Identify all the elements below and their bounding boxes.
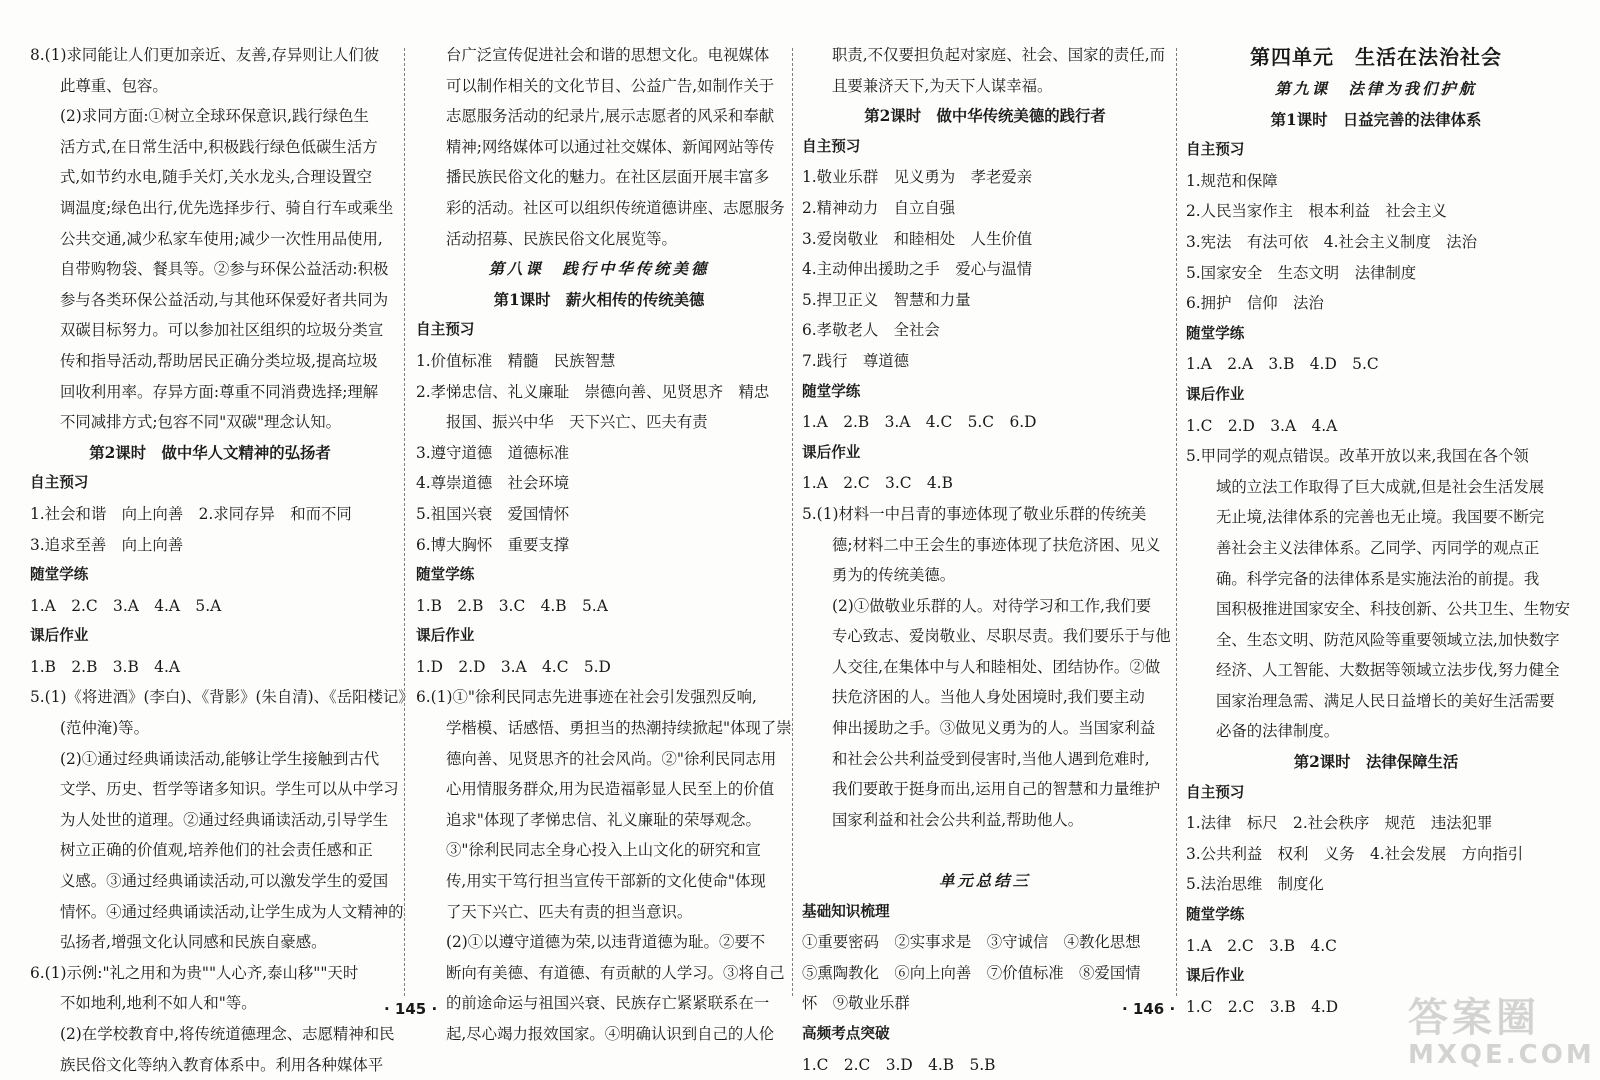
text-line: 的前途命运与祖国兴衰、民族存亡紧紧联系在一 [446, 994, 770, 1013]
text-line: 扶危济困的人。当他人身处困境时,我们要主动 [832, 688, 1145, 707]
section-heading: 随堂学练 [802, 382, 861, 400]
text-line: ⑤熏陶教化 ⑥向上向善 ⑦价值标准 ⑧爱国情 [802, 963, 1141, 982]
text-line [802, 835, 1168, 866]
text-line: 此尊重、包容。 [60, 76, 168, 95]
text-line: 传,用实干笃行担当宣传干部新的文化使命"体现 [446, 872, 766, 891]
text-line: 5.(1)《将进酒》(李白)、《背影》(朱自清)、《岳阳楼记》 [30, 688, 414, 707]
text-line: (范仲淹)等。 [60, 719, 149, 738]
text-line: 学楷模、话感悟、勇担当的热潮持续掀起"体现了崇 [446, 719, 792, 738]
text-line: 职责,不仅要担负起对家庭、社会、国家的责任,而 [832, 46, 1165, 64]
section-title: 第2课时 法律保障生活 [1293, 753, 1459, 772]
text-line: 2.人民当家作主 根本利益 社会主义 [1186, 202, 1447, 221]
text-line: 1.敬业乐群 见义勇为 孝老爱亲 [802, 168, 1033, 187]
text-line: (2)①以遵守道德为荣,以违背道德为耻。②要不 [446, 933, 766, 952]
section-heading: 随堂学练 [1186, 324, 1245, 342]
text-line: 情怀。④通过经典诵读活动,让学生成为人文精神的 [60, 902, 404, 921]
text-line: 播民族民俗文化的魅力。在社区层面开展丰富多 [446, 168, 770, 187]
text-line: 断向有美德、有道德、有贡献的人学习。③将自己 [446, 963, 785, 982]
text-line: 文学、历史、哲学等诸多知识。学生可以从中学习 [60, 780, 399, 799]
text-line: 1.D 2.D 3.A 4.C 5.D [416, 657, 611, 676]
section-title: 单元总结三 [939, 872, 1031, 891]
text-line: 精神;网络媒体可以通过社交媒体、新闻网站等传 [446, 137, 775, 156]
text-line: 了天下兴亡、匹夫有责的担当意识。 [446, 902, 693, 921]
text-line: 5.甲同学的观点错误。改革开放以来,我国在各个领 [1186, 447, 1529, 466]
text-line: 不如地利,地利不如人和"等。 [60, 994, 257, 1013]
text-line: 1.价值标准 精髓 民族智慧 [416, 351, 616, 370]
text-line: 为人处世的道理。②通过经典诵读活动,引导学生 [60, 810, 389, 829]
section-title: 第四单元 生活在法治社会 [1250, 45, 1502, 69]
text-line: 善社会主义法律体系。乙同学、丙同学的观点正 [1216, 538, 1540, 557]
section-heading: 随堂学练 [416, 566, 475, 584]
text-line: 怀 ⑨敬业乐群 [802, 994, 910, 1013]
text-line: 1.B 2.B 3.C 4.B 5.A [416, 596, 608, 615]
section-heading: 课后作业 [1186, 967, 1245, 985]
text-line: 全、生态文明、防范风险等重要领域立法,加快数字 [1216, 630, 1560, 649]
text-line: 2.精神动力 自立自强 [802, 198, 956, 217]
text-line: 且要兼济天下,为天下人谋幸福。 [832, 76, 1053, 95]
text-line: 和社会公共利益受到侵害时,当他人遇到危难时, [832, 749, 1150, 768]
section-heading: 自主预习 [802, 137, 861, 155]
text-line: (2)①做敬业乐群的人。对待学习和工作,我们要 [832, 596, 1152, 615]
text-line: 1.A 2.C 3.A 4.A 5.A [30, 596, 222, 615]
column-divider [1176, 48, 1177, 996]
page-number-right: · 146 · [1122, 1000, 1176, 1018]
section-title: 第2课时 做中华人文精神的弘扬者 [89, 443, 331, 462]
text-line: 德向善、见贤思齐的社会风尚。②"徐利民同志用 [446, 749, 777, 768]
column-4 [1186, 40, 1570, 1016]
text-line: 人交往,在集体中与人和睦相处、团结协作。②做 [832, 657, 1161, 676]
text-line: 确。科学完备的法律体系是实施法治的前提。我 [1216, 569, 1540, 588]
section-heading: 自主预习 [416, 321, 475, 339]
text-line: 国积极推进国家安全、科技创新、公共卫生、生物安 [1216, 600, 1570, 619]
text-line: 5.捍卫正义 智慧和力量 [802, 290, 971, 309]
text-line: 国家治理急需、满足人民日益增长的美好生活需要 [1216, 691, 1555, 710]
text-line: 报国、振兴中华 天下兴亡、匹夫有责 [446, 413, 708, 432]
section-title: 第2课时 做中华传统美德的践行者 [864, 107, 1106, 126]
text-line: 3.宪法 有法可依 4.社会主义制度 法治 [1186, 232, 1478, 251]
text-line: (2)在学校教育中,将传统道德理念、志愿精神和民 [60, 1025, 395, 1043]
section-heading: 高频考点突破 [802, 1025, 890, 1042]
section-title: 第1课时 日益完善的法律体系 [1270, 110, 1482, 129]
section-heading: 课后作业 [1186, 385, 1245, 403]
text-line: 调温度;绿色出行,优先选择步行、骑自行车或乘坐 [60, 198, 394, 217]
text-line: 1.社会和谐 向上向善 2.求同存异 和而不同 [30, 504, 352, 523]
text-line: 3.追求至善 向上向善 [30, 535, 184, 554]
text-line: 双碳目标努力。可以参加社区组织的垃圾分类宣 [60, 321, 384, 340]
text-line: 1.A 2.C 3.C 4.B [802, 474, 953, 493]
text-line: 活方式,在日常生活中,积极践行绿色低碳生活方 [60, 137, 378, 156]
text-line: 1.A 2.B 3.A 4.C 5.C 6.D [802, 413, 1037, 432]
text-line: 4.主动伸出援助之手 爱心与温情 [802, 260, 1033, 279]
text-line: 1.A 2.C 3.B 4.C [1186, 936, 1337, 955]
text-line: 心用情服务群众,用为民造福彰显人民至上的价值 [446, 780, 775, 799]
column-divider [792, 48, 793, 996]
text-line: 1.规范和保障 [1186, 171, 1278, 190]
section-heading: 随堂学练 [1186, 906, 1245, 924]
text-line: 式,如节约水电,随手关灯,关水龙头,合理设置空 [60, 168, 372, 187]
text-line: 参与各类环保公益活动,与其他环保爱好者共同为 [60, 290, 389, 309]
text-line: 1.B 2.B 3.B 4.A [30, 657, 180, 676]
section-heading: 自主预习 [1186, 141, 1245, 159]
text-line: 8.(1)求同能让人们更加亲近、友善,存异则让人们彼 [30, 46, 380, 64]
text-line: 自带购物袋、餐具等。②参与环保公益活动:积极 [60, 260, 389, 279]
text-line: 6.孝敬老人 全社会 [802, 321, 940, 340]
text-line: 伸出援助之手。③做见义勇为的人。当国家利益 [832, 719, 1156, 738]
text-line: ①重要密码 ②实事求是 ③守诚信 ④教化思想 [802, 933, 1141, 952]
text-line: 6.拥护 信仰 法治 [1186, 294, 1324, 313]
text-line: 1.C 2.C 3.D 4.B 5.B [802, 1055, 996, 1074]
text-line: 域的立法工作取得了巨大成就,但是社会生活发展 [1216, 477, 1545, 496]
text-line: 传和指导活动,帮助居民正确分类垃圾,提高垃圾 [60, 351, 378, 370]
section-heading: 课后作业 [30, 627, 89, 645]
text-line: 可以制作相关的文化节目、公益广告,如制作关于 [446, 76, 775, 95]
column-2 [416, 40, 792, 1043]
text-line: 树立正确的价值观,培养他们的社会责任感和正 [60, 841, 373, 860]
text-line: 必备的法律制度。 [1216, 722, 1340, 741]
text-line: 5.祖国兴衰 爱国情怀 [416, 504, 570, 523]
section-heading: 自主预习 [1186, 783, 1245, 801]
text-line: 5.法治思维 制度化 [1186, 875, 1324, 894]
text-line: 6.博大胸怀 重要支撑 [416, 535, 570, 554]
text-line: 追求"体现了孝悌忠信、礼义廉耻的荣辱观念。 [446, 810, 761, 829]
text-line: 6.(1)①"徐利民同志先进事迹在社会引发强烈反响, [416, 688, 757, 707]
text-line: 族民俗文化等纳入教育体系中。利用各种媒体平 [60, 1055, 384, 1074]
section-heading: 随堂学练 [30, 566, 89, 584]
text-line: 不同减排方式;包容不同"双碳"理念认知。 [60, 413, 341, 432]
text-line: 1.法律 标尺 2.社会秩序 规范 违法犯罪 [1186, 814, 1493, 833]
text-line: 勇为的传统美德。 [832, 566, 956, 585]
text-line: 1.C 2.C 3.B 4.D [1186, 997, 1339, 1016]
text-line: 1.A 2.A 3.B 4.D 5.C [1186, 355, 1379, 374]
text-line: 2.孝悌忠信、礼义廉耻 崇德向善、见贤思齐 精忠 [416, 382, 770, 401]
text-line: 活动招募、民族民俗文化展览等。 [446, 229, 677, 248]
section-heading: 课后作业 [416, 627, 475, 645]
text-line: 弘扬者,增强文化认同感和民族自豪感。 [60, 933, 327, 952]
text-line: 5.(1)材料一中吕青的事迹体现了敬业乐群的传统美 [802, 504, 1147, 523]
text-line: 3.遵守道德 道德标准 [416, 443, 570, 462]
text-line: 我们要敢于挺身而出,运用自己的智慧和力量维护 [832, 780, 1161, 799]
text-line: 起,尽心竭力报效国家。④明确认识到自己的人伦 [446, 1025, 775, 1043]
text-line: 台广泛宣传促进社会和谐的思想文化。电视媒体 [446, 46, 770, 64]
text-line: 经济、人工智能、大数据等领域立法步伐,努力健全 [1216, 661, 1560, 680]
text-line: 4.尊崇道德 社会环境 [416, 474, 570, 493]
text-line: 国家利益和社会公共利益,帮助他人。 [832, 810, 1084, 829]
text-line: 公共交通,减少私家车使用;减少一次性用品使用, [60, 229, 383, 248]
page-number-left: · 145 · [384, 1000, 438, 1018]
text-line: 7.践行 尊道德 [802, 351, 910, 370]
column-divider [404, 48, 405, 996]
text-line: 专心致志、爱岗敬业、尽职尽责。我们要乐于与他 [832, 627, 1171, 646]
text-line: 义感。③通过经典诵读活动,可以激发学生的爱国 [60, 872, 389, 891]
text-line: 3.公共利益 权利 义务 4.社会发展 方向指引 [1186, 844, 1524, 863]
watermark-logo: 答案圈 MXQE.COM [1408, 995, 1595, 1070]
section-title: 第八课 践行中华传统美德 [488, 260, 710, 279]
text-line: 无止境,法律体系的完善也无止境。我国要不断完 [1216, 508, 1545, 527]
text-line: 6.(1)示例:"礼之用和为贵""人心齐,泰山移""天时 [30, 963, 359, 982]
text-line: 志愿服务活动的纪录片,展示志愿者的风采和奉献 [446, 107, 775, 126]
text-line: 回收利用率。存异方面:尊重不同消费选择;理解 [60, 382, 379, 401]
text-line: 德;材料二中王会生的事迹体现了扶危济困、见义 [832, 535, 1161, 554]
text-line: (2)①通过经典诵读活动,能够让学生接触到古代 [60, 749, 380, 768]
text-line: 5.国家安全 生态文明 法律制度 [1186, 263, 1417, 282]
text-line: 3.爱岗敬业 和睦相处 人生价值 [802, 229, 1033, 248]
text-line: 彩的活动。社区可以组织传统道德讲座、志愿服务 [446, 198, 785, 217]
section-heading: 基础知识梳理 [802, 902, 890, 920]
section-title: 第1课时 薪火相传的传统美德 [493, 290, 705, 309]
text-line: 1.C 2.D 3.A 4.A [1186, 416, 1338, 435]
text-line: ③"徐利民同志全身心投入上山文化的研究和宣 [446, 841, 761, 860]
section-heading: 自主预习 [30, 474, 89, 492]
text-line: (2)求同方面:①树立全球环保意识,践行绿色生 [60, 107, 369, 126]
section-title: 第九课 法律为我们护航 [1274, 80, 1478, 98]
section-heading: 课后作业 [802, 443, 861, 461]
